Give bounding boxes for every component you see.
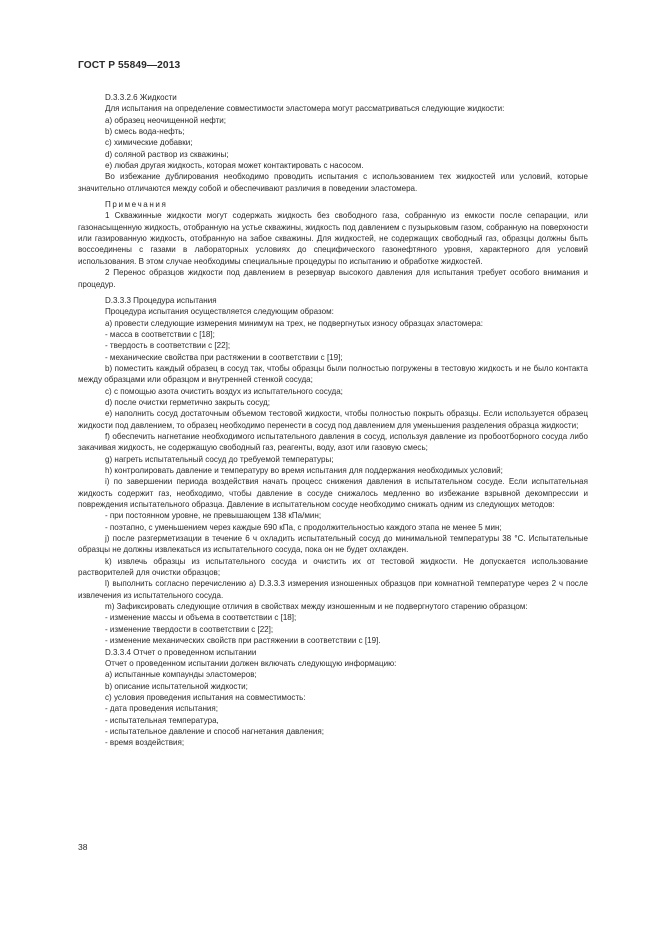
paragraph: - изменение твердости в соответствии с [22]; xyxy=(105,624,274,634)
paragraph: - изменение массы и объема в соответствии с [18]; xyxy=(105,613,297,623)
paragraph: - при постоянном уровне, не превышающем 138 кПа/мин; xyxy=(105,511,322,521)
paragraph: c) условия проведения испытания на совместимость: xyxy=(105,692,306,702)
paragraph: - дата проведения испытания; xyxy=(105,704,218,714)
paragraph: а) провести следующие измерения минимум на трех, не подвергнутых износу образцах эластомера: xyxy=(105,318,483,328)
paragraph: e) любая другая жидкость, которая может контактировать с насосом. xyxy=(105,161,364,171)
paragraph: f) обеспечить нагнетание необходимого испытательного давления в сосуд, используя давление из пробоотборного сосуда либо закачивая жидкость, не содержащую свободный газ, реагенты, воду, азот или газовую смесь; xyxy=(78,431,588,453)
paragraph: - испытательное давление и способ нагнетания давления; xyxy=(105,726,324,736)
paragraph: е) наполнить сосуд достаточным объемом тестовой жидкости, чтобы полностью покрыть образцы. Если используется образец жидкости под давлением, то образец необходимо перенести в сосуд под давлением для уменьшения разделения образца жидкости; xyxy=(78,409,588,430)
paragraph: g) нагреть испытательный сосуд до требуемой температуры; xyxy=(105,454,334,464)
paragraph: c) химические добавки; xyxy=(105,138,193,148)
paragraph: m) Зафиксировать следующие отличия в свойствах между изношенным и не подвергнутого старению образцом: xyxy=(105,602,528,612)
paragraph: i) по завершении периода воздействия начать процесс снижения давления в испытательном сосуде. Если испытательная жидкость содержит газ, необходимо, чтобы давление в сосуде снижалось медленно во избежание взрывной декомпрессии и повреждения испытательного образца. Давление в испытательном сосуде необходимо снижать одним из следующих методов: xyxy=(78,477,588,510)
paragraph: - масса в соответствии с [18]; xyxy=(105,329,215,339)
paragraph: - твердость в соответствии с [22]; xyxy=(105,341,231,351)
paragraph: а) образец неочищенной нефти; xyxy=(105,115,227,125)
document-body xyxy=(78,92,588,749)
paragraph: Отчет о проведенном испытании должен включать следующую информацию: xyxy=(105,658,397,668)
paragraph: b) поместить каждый образец в сосуд так, чтобы образцы были полностью погружены в тестовую жидкость и не было контакта между образцами или образцом и внутренней стенкой сосуда; xyxy=(78,363,588,385)
paragraph: D.3.3.4 Отчет о проведенном испытании xyxy=(105,647,257,657)
paragraph: a) испытанные компаунды эластомеров; xyxy=(105,670,257,680)
paragraph: j) после разгерметизации в течение 6 ч охладить испытательный сосуд до минимальной температуры 38 °С. Испытательные образцы не должны извлекаться из испытательного сосуда, пока он не будет охлажден. xyxy=(78,534,588,555)
notes-heading: Примечания xyxy=(105,200,168,210)
paragraph: - поэтапно, с уменьшением через каждые 690 кПа, с продолжительностью каждого этапа не менее 5 мин; xyxy=(105,522,502,532)
paragraph: D.3.3.3 Процедура испытания xyxy=(105,295,217,305)
paragraph: 2 Перенос образцов жидкости под давлением в резервуар высокого давления для испытания требует особого внимания и процедур. xyxy=(78,268,588,289)
paragraph: 1 Скважинные жидкости могут содержать жидкость без свободного газа, собранную из емкости после сепарации, или газонасыщенную жидкость, отобранную на устье скважины, жидкость под давлением с пузырьковым газом, собранную на поверхности или газированную жидкость, отобранную на забое скважины. Для жидкостей, не содержащих свободный газ, образцы должны быть воссоединены с газами в лабораторных условиях до специфического газонефтяного уровня, характерного для условий использования. В этом случае необходимы специальные процедуры по испытанию и обработке жидкостей. xyxy=(78,211,588,266)
paragraph: h) контролировать давление и температуру во время испытания для поддержания необходимых условий; xyxy=(105,466,503,475)
page-number: 38 xyxy=(78,842,88,852)
paragraph: - испытательная температура, xyxy=(105,715,219,725)
paragraph: Во избежание дублирования необходимо проводить испытания с использованием тех жидкостей или условий, которые значительно отличаются между собой и обеспечивают различия в поведении эластомера. xyxy=(78,172,588,193)
paragraph: - изменение механических свойств при растяжении в соответствии с [19]. xyxy=(105,636,381,646)
paragraph: c) с помощью азота очистить воздух из испытательного сосуда; xyxy=(105,386,343,396)
paragraph: k) извлечь образцы из испытательного сосуда и очистить их от тестовой жидкости. Не допускается использование растворителей для очистки образцов; xyxy=(78,556,588,578)
paragraph: d) соляной раствор из скважины; xyxy=(105,149,229,159)
paragraph: Для испытания на определение совместимости эластомера могут рассматриваться следующие жидкости: xyxy=(105,104,505,114)
paragraph: l) выполнить согласно перечислению а) D.3.3.3 измерения изношенных образцов при комнатной температуре через 2 ч после извлечения из испытательного сосуда. xyxy=(78,579,588,600)
paragraph: - время воздействия; xyxy=(105,738,185,748)
document-header: ГОСТ Р 55849—2013 xyxy=(78,60,181,71)
paragraph: b) смесь вода-нефть; xyxy=(105,127,185,137)
paragraph: Процедура испытания осуществляется следующим образом: xyxy=(105,307,334,317)
paragraph: b) описание испытательной жидкости; xyxy=(105,681,248,691)
paragraph: - механические свойства при растяжении в соответствии с [19]; xyxy=(105,352,343,362)
paragraph: D.3.3.2.6 Жидкости xyxy=(105,93,177,102)
paragraph: d) после очистки герметично закрыть сосуд; xyxy=(105,397,270,407)
